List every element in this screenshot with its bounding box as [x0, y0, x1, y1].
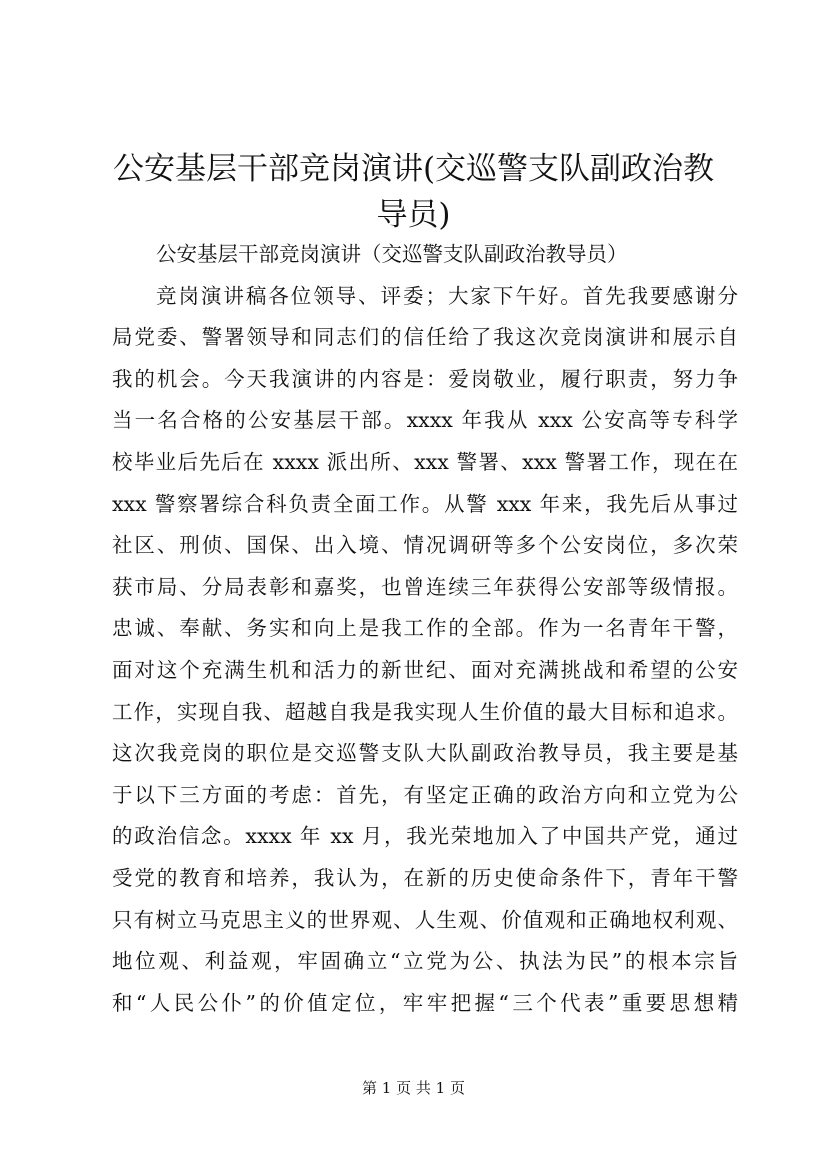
paragraph-line: 工作，实现自我、超越自我是我实现人生价值的最大目标和追求。 — [112, 699, 738, 724]
paragraph-line: 和“人民公仆”的价值定位，牢牢把握“三个代表”重要思想精 — [112, 990, 738, 1015]
paragraph-line: 竞岗演讲稿各位领导、评委；大家下午好。首先我要感谢分 — [156, 283, 738, 308]
paragraph-line: 这次我竞岗的职位是交巡警支队大队副政治教导员，我主要是基 — [112, 741, 738, 766]
paragraph-line: 我的机会。今天我演讲的内容是：爱岗敬业，履行职责，努力争 — [112, 366, 738, 391]
document-body — [112, 234, 738, 1024]
paragraph-line: 局党委、警署领导和同志们的信任给了我这次竞岗演讲和展示自 — [112, 325, 738, 350]
paragraph-line: 于以下三方面的考虑：首先，有坚定正确的政治方向和立党为公 — [112, 782, 738, 807]
title-line-1: 公安基层干部竞岗演讲(交巡警支队副政治教 — [112, 151, 715, 187]
paragraph-line: 的政治信念。xxxx 年 xx 月，我光荣地加入了中国共产党，通过 — [112, 824, 738, 849]
document-subtitle: 公安基层干部竞岗演讲（交巡警支队副政治教导员） — [156, 242, 628, 266]
page-footer: 第 1 页 共 1 页 — [362, 1079, 465, 1097]
paragraph-line: 当一名合格的公安基层干部。xxxx 年我从 xxx 公安高等专科学 — [112, 408, 738, 433]
paragraph-line: 社区、刑侦、国保、出入境、情况调研等多个公安岗位，多次荣 — [112, 533, 738, 558]
paragraph-line: 忠诚、奉献、务实和向上是我工作的全部。作为一名青年干警， — [112, 616, 738, 641]
paragraph-line: 受党的教育和培养，我认为，在新的历史使命条件下，青年干警 — [112, 865, 738, 890]
title-line-2: 导员) — [376, 197, 451, 233]
paragraph-line: xxx 警察署综合科负责全面工作。从警 xxx 年来，我先后从事过 — [112, 491, 738, 516]
paragraph-line: 面对这个充满生机和活力的新世纪、面对充满挑战和希望的公安 — [112, 657, 738, 682]
paragraph-line: 校毕业后先后在 xxxx 派出所、xxx 警署、xxx 警署工作，现在在 — [112, 449, 738, 474]
document-title — [100, 146, 727, 238]
paragraph-line: 地位观、利益观，牢固确立“立党为公、执法为民”的根本宗旨 — [112, 949, 738, 974]
paragraph-line: 只有树立马克思主义的世界观、人生观、价值观和正确地权利观、 — [112, 907, 738, 932]
paragraph-line: 获市局、分局表彰和嘉奖，也曾连续三年获得公安部等级情报。 — [112, 574, 738, 599]
